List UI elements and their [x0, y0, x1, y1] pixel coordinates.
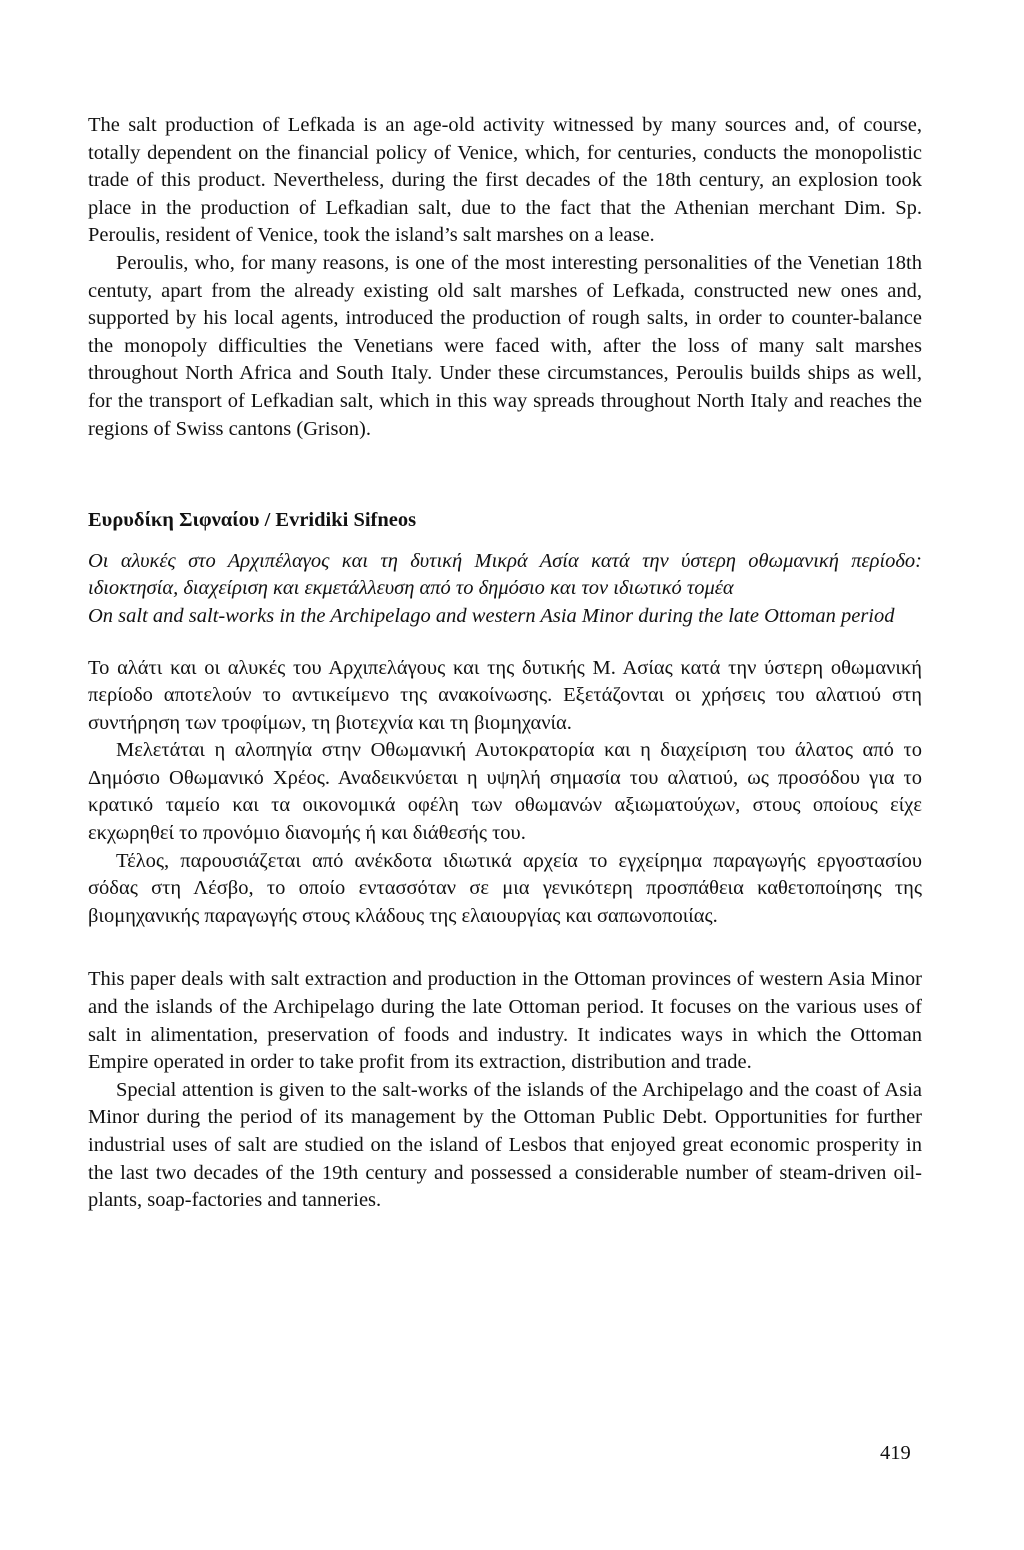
greek-paragraph-1: Το αλάτι και οι αλυκές του Αρχιπελάγους και της δυτικής Μ. Ασίας κατά την ύστερη οθωμανική περίοδο αποτελούν το αντικείμενο της ανακοίνωσης. Εξετάζονται οι χρήσεις του αλατιού στη συντήρηση των τροφίμων, τη βιοτεχνία και τη βιομηχανία. [88, 656, 922, 734]
document-page [88, 112, 922, 1215]
page-number: 419 [880, 1442, 911, 1464]
abstract-title-english: On salt and salt-works in the Archipelago and western Asia Minor during the late Ottoman period [88, 604, 895, 627]
greek-paragraph-3: Τέλος, παρουσιάζεται από ανέκδοτα ιδιωτικά αρχεία το εγχείρημα παραγωγής εργοστασίου σόδας στη Λέσβο, το οποίο εντασσόταν σε μια γενικότερη προσπάθεια καθετοποίησης της βιομηχανικής παραγωγής στους κλάδους της ελαιουργίας και σαπωνοποιίας. [88, 849, 922, 927]
abstract-title-block [88, 548, 922, 631]
intro-paragraph-2: Peroulis, who, for many reasons, is one of the most interesting personalities of the Venetian 18th centuty, apart from the already existing old salt marshes of Lefkada, constructed new ones and, supported by his local agents, introduced the production of rough salts, in order to counter-balance the monopoly difficulties the Venetians were faced with, after the loss of many salt marshes throughout North Africa and South Italy. Under these circumstances, Peroulis builds ships as well, for the transport of Lefkadian salt, which in this way spreads throughout North Italy and reaches the regions of Swiss cantons (Grison). [88, 251, 922, 440]
english-paragraph-2: Special attention is given to the salt-works of the islands of the Archipelago and the coast of Asia Minor during the period of its management by the Ottoman Public Debt. Opportunities for further industrial uses of salt are studied on the island of Lesbos that enjoyed great economic prosperity in the last two decades of the 19th century and possessed a considerable number of steam-driven oil-plants, soap-factories and tanneries. [88, 1078, 922, 1212]
abstract-title-greek: Οι αλυκές στο Αρχιπέλαγος και τη δυτική Μικρά Ασία κατά την ύστερη οθωμανική περίοδο: ιδιοκτησία, διαχείριση και εκμετάλλευση από το δημόσιο και τον ιδιωτικό τομέα [88, 549, 922, 600]
greek-summary [88, 655, 922, 931]
greek-paragraph-2: Μελετάται η αλοπηγία στην Οθωμανική Αυτοκρατορία και η διαχείριση του άλατος από το Δημόσιο Οθωμανικό Χρέος. Αναδεικνύεται η υψηλή σημασία του αλατιού, ως προσόδου για το κρατικό ταμείο και τα οικονομικά οφέλη των οθωμανών αξιωματούχων, στους οποίους είχε εκχωρηθεί το προνόμιο διανομής ή και διάθεσής του. [88, 739, 922, 845]
english-paragraph-1: This paper deals with salt extraction and production in the Ottoman provinces of western Asia Minor and the islands of the Archipelago during the late Ottoman period. It focuses on the various uses of salt in alimentation, preservation of foods and industry. It indicates ways in which the Ottoman Empire operated in order to take profit from its extraction, distribution and trade. [88, 968, 922, 1074]
english-summary [88, 966, 922, 1214]
abstract-author-heading: Ευρυδίκη Σιφναίου / Evridiki Sifneos [88, 509, 417, 532]
intro-paragraph-1: The salt production of Lefkada is an age-old activity witnessed by many sources and, of course, totally dependent on the financial policy of Venice, which, for centuries, conducts the monopolistic trade of this product. Nevertheless, during the first decades of the 18th century, an explosion took place in the production of Lefkadian salt, due to the fact that the Athenian merchant Dim. Sp. Peroulis, resident of Venice, took the island’s salt marshes on a lease. [88, 114, 922, 247]
